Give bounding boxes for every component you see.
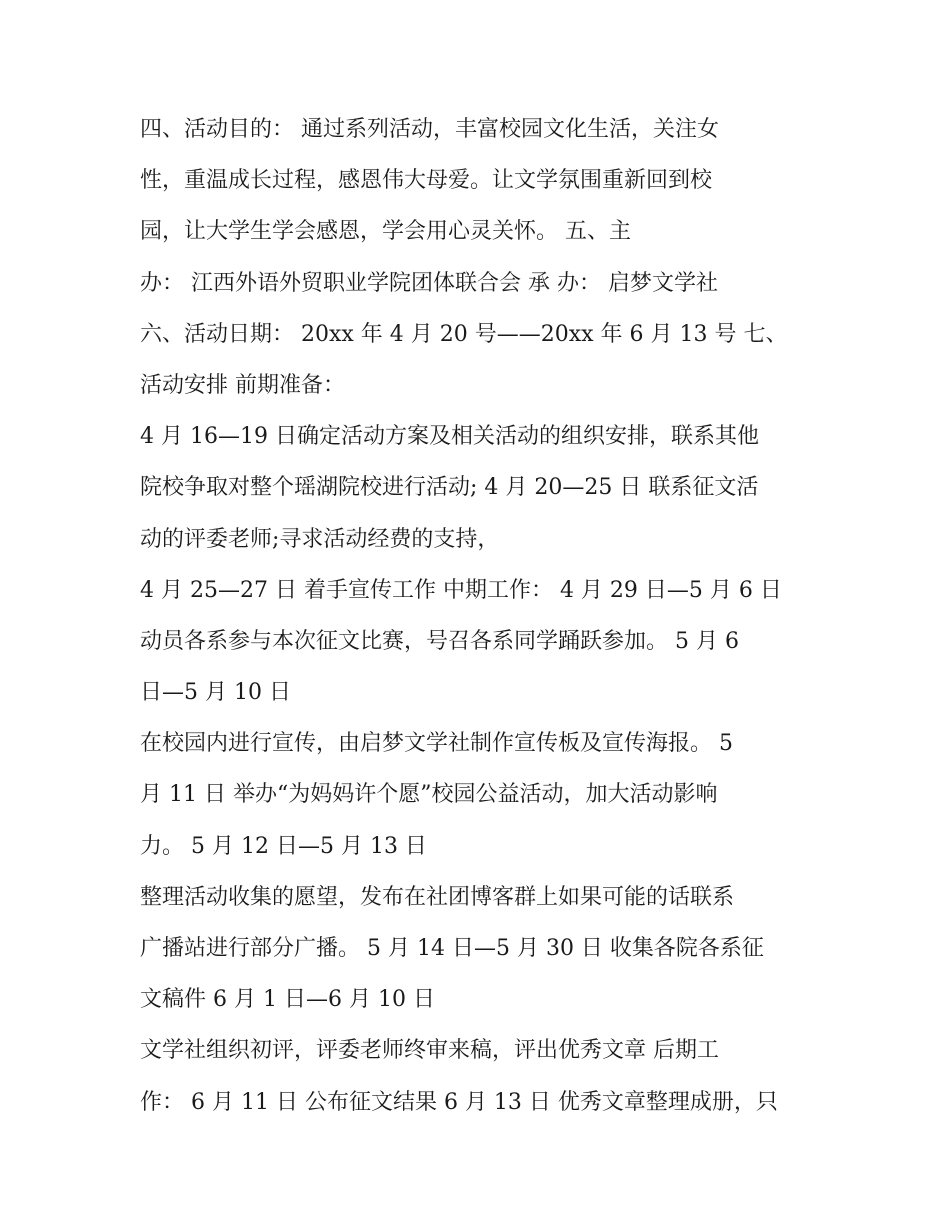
text-line: 日—5 月 10 日	[140, 680, 291, 706]
text-line: 力。 5 月 12 日—5 月 13 日	[140, 833, 427, 859]
text-line: 广播站进行部分广播。 5 月 14 日—5 月 30 日 收集各院各系征	[140, 936, 764, 961]
text-line: 4 月 25—27 日 着手宣传工作 中期工作： 4 月 29 日—5 月 6 日	[140, 577, 782, 603]
text-line: 六、活动日期： 20xx 年 4 月 20 号——20xx 年 6 月 13 号 七、	[140, 321, 788, 347]
text-line: 文学社组织初评，评委老师终审来稿，评出优秀文章 后期工	[140, 1038, 719, 1064]
text-line: 活动安排 前期准备：	[140, 372, 345, 398]
document-body	[140, 104, 830, 1128]
text-line: 作： 6 月 11 日 公布征文结果 6 月 13 日 优秀文章整理成册，只	[140, 1089, 778, 1115]
text-line: 性，重温成长过程，感恩伟大母爱。让文学氛围重新回到校	[140, 168, 713, 194]
text-line: 文稿件 6 月 1 日—6 月 10 日	[140, 987, 435, 1013]
text-line: 在校园内进行宣传，由启梦文学社制作宣传板及宣传海报。 5	[140, 731, 733, 757]
text-line: 院校争取对整个瑶湖院校进行活动; 4 月 20—25 日 联系征文活	[140, 475, 759, 501]
text-line: 整理活动收集的愿望，发布在社团博客群上如果可能的话联系	[140, 884, 735, 910]
text-line: 4 月 16—19 日确定活动方案及相关活动的组织安排，联系其他	[140, 424, 759, 450]
text-line: 园，让大学生学会感恩，学会用心灵关怀。 五、主	[140, 219, 631, 245]
text-line: 月 11 日 举办“为妈妈许个愿”校园公益活动，加大活动影响	[140, 782, 718, 808]
text-line: 办： 江西外语外贸职业学院团体联合会 承 办： 启梦文学社	[140, 270, 718, 296]
text-line: 动的评委老师;寻求活动经费的支持，	[140, 526, 500, 552]
text-line: 动员各系参与本次征文比赛，号召各系同学踊跃参加。 5 月 6	[140, 628, 739, 654]
text-line: 四、活动目的： 通过系列活动，丰富校园文化生活，关注女	[140, 117, 719, 142]
